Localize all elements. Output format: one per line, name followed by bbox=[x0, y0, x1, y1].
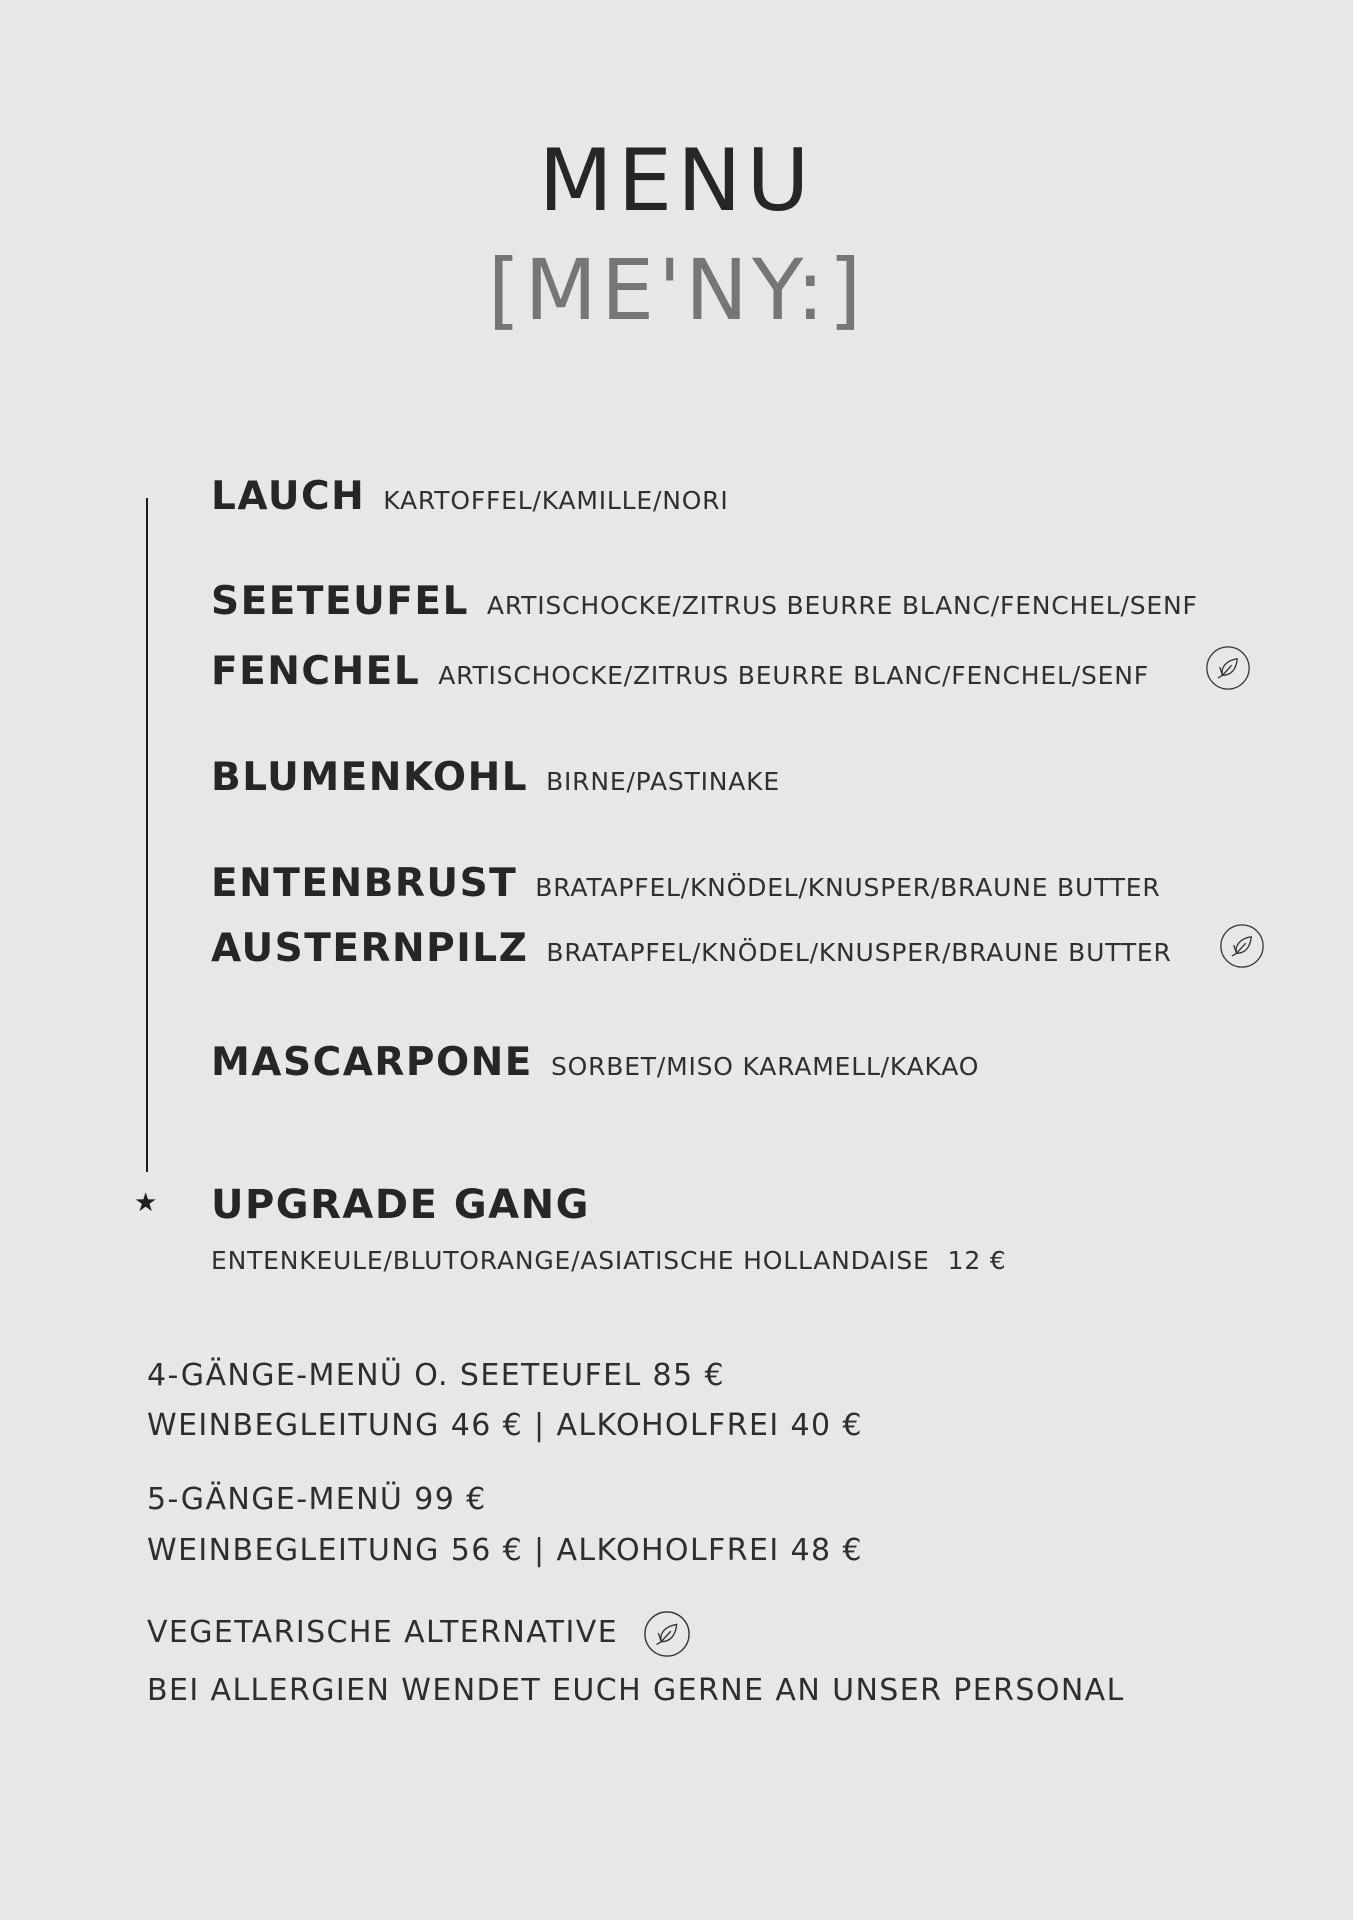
course-item bbox=[211, 755, 780, 800]
course-name: AUSTERNPILZ bbox=[211, 926, 529, 971]
leaf-icon bbox=[1205, 645, 1251, 691]
upgrade-line bbox=[211, 1246, 1007, 1275]
menu-phonetic: [ME'NY:] bbox=[487, 241, 866, 339]
course-item bbox=[211, 861, 1161, 906]
menu-5-pairing: WEINBEGLEITUNG 56 € | ALKOHOLFREI 48 € bbox=[147, 1533, 863, 1568]
upgrade-title: UPGRADE GANG bbox=[211, 1182, 590, 1228]
menu-5-price: 5-GÄNGE-MENÜ 99 € bbox=[147, 1482, 487, 1517]
star-icon: ★ bbox=[134, 1188, 158, 1218]
course-item bbox=[211, 926, 1172, 971]
menu-4-price: 4-GÄNGE-MENÜ O. SEETEUFEL 85 € bbox=[147, 1358, 725, 1393]
course-description: SORBET/MISO KARAMELL/KAKAO bbox=[550, 1052, 980, 1081]
course-description: BRATAPFEL/KNÖDEL/KNUSPER/BRAUNE BUTTER bbox=[546, 938, 1172, 967]
course-name: ENTENBRUST bbox=[211, 861, 518, 906]
course-name: BLUMENKOHL bbox=[211, 755, 529, 800]
upgrade-price: 12 € bbox=[947, 1246, 1007, 1275]
course-name: SEETEUFEL bbox=[211, 579, 469, 624]
course-description: KARTOFFEL/KAMILLE/NORI bbox=[383, 486, 729, 515]
course-divider-line bbox=[146, 498, 148, 1172]
upgrade-description: ENTENKEULE/BLUTORANGE/ASIATISCHE HOLLANDAISE bbox=[211, 1246, 930, 1275]
course-description: BIRNE/PASTINAKE bbox=[546, 767, 780, 796]
leaf-icon bbox=[1219, 923, 1265, 969]
course-item bbox=[211, 649, 1149, 694]
leaf-icon bbox=[643, 1610, 691, 1658]
course-description: ARTISCHOCKE/ZITRUS BEURRE BLANC/FENCHEL/SENF bbox=[486, 591, 1198, 620]
allergy-note: BEI ALLERGIEN WENDET EUCH GERNE AN UNSER PERSONAL bbox=[147, 1673, 1125, 1708]
course-description: BRATAPFEL/KNÖDEL/KNUSPER/BRAUNE BUTTER bbox=[535, 873, 1161, 902]
course-item bbox=[211, 579, 1198, 624]
menu-title: MENU bbox=[538, 131, 815, 231]
course-name: LAUCH bbox=[211, 474, 366, 519]
course-name: MASCARPONE bbox=[211, 1040, 533, 1085]
course-description: ARTISCHOCKE/ZITRUS BEURRE BLANC/FENCHEL/SENF bbox=[438, 661, 1149, 690]
menu-4-pairing: WEINBEGLEITUNG 46 € | ALKOHOLFREI 40 € bbox=[147, 1408, 863, 1443]
vegetarian-note: VEGETARISCHE ALTERNATIVE bbox=[147, 1615, 619, 1650]
course-item bbox=[211, 474, 729, 519]
course-item bbox=[211, 1040, 979, 1085]
course-name: FENCHEL bbox=[211, 649, 421, 694]
